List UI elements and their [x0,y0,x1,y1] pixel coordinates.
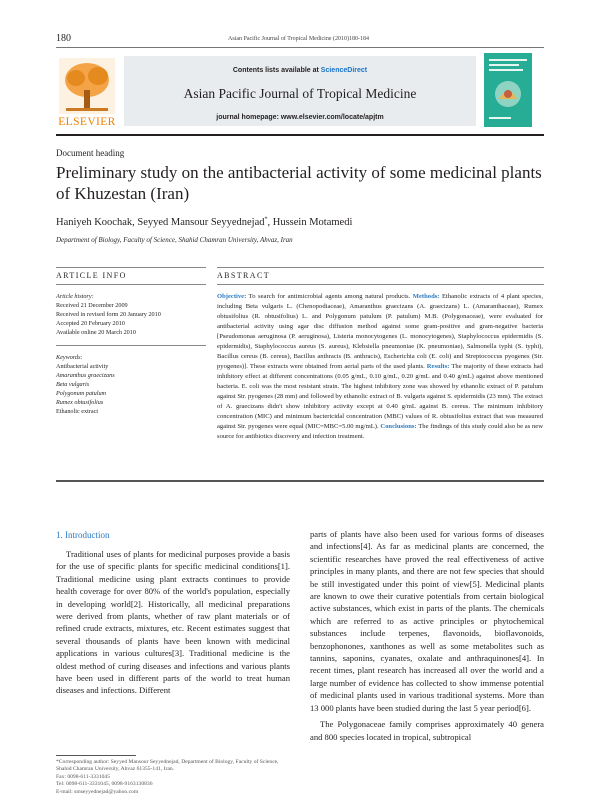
masthead-rule [56,134,544,136]
article-info-rule [56,267,206,268]
homepage-link[interactable]: www.elsevier.com/locate/apjtm [280,114,384,121]
homepage-prefix: journal homepage: [216,114,279,121]
footnote-rule [56,755,136,756]
paragraph: parts of plants have also been used for various forms of diseases and infections[4]. As far as medicinal plants are concerned, the scientific researches have proved the real effectiveness of active principles in many plants, and there are not few species that should be still investigated under this point of view[5]. Medicinal plants are known to owe their curative potentials from certain biological active substances, which exist in parts of the plants. The chemicals which are referred to as active principles or phytochemical substances include terpenes, flavonoids, bioflavonoids, benzophonones, xanthones as well as some metabolites such as tannins, saponins, cyanates, oxalate and anthraquinones[4]. In recent times, plant research has increased all over the world and a large number of evidence has collected to show immense potential of medicinal plants used in various traditional systems. More than 13 000 plants have been studied during the last 5 year period[6]. [310,529,544,713]
cover-art [493,79,523,109]
paragraph: Traditional uses of plants for medicinal purposes provide a basis for the use of specific plants for specific medicinal conditions[1]. Traditional medicine using plant extracts continues to provide health coverage for over 80% of the world's population, especially in developing world[2]. Historically, all medicinal preparations were derived from plants, whether of raw plant materials or of refined crude extracts, mixtures, etc. Recent estimates suggest that several thousands of plants have been known with medicinal applications in various cultures[3]. Traditional medicine is the oldest method of curing diseases and infections and various plants have been used in different parts of the world to treat human diseases and infections. Different [56,549,290,696]
footnote-line: E-mail: smseyyednejad@yahoo.com [56,788,139,795]
history-label: Article history: [56,293,94,300]
footnote-line: Fax: 0098-611-3331045 [56,773,111,780]
running-head: Asian Pacific Journal of Tropical Medicine (2010)180-184 [228,36,369,42]
contents-prefix: Contents lists available at [232,67,321,74]
author-names-1: Haniyeh Koochak, Seyyed Mansour Seyyednejad [56,217,265,228]
keyword: Antibacterial activity [56,363,109,370]
elsevier-wordmark: ELSEVIER [58,116,116,128]
article-info-rule [56,284,206,285]
introduction-heading: 1. Introduction [56,530,110,540]
results-label: Results: [426,363,450,370]
keywords-label: Keywords: [56,354,83,361]
keyword: Amaranthus graecizans [56,372,115,379]
contents-line [124,67,476,74]
journal-homepage [124,114,476,121]
cover-title-line [489,69,523,71]
abstract-heading: ABSTRACT [217,271,270,280]
keyword: Ethanolic extract [56,408,99,415]
history-line: Available online 20 March 2010 [56,329,136,336]
footnote-line: *Corresponding author: Seyyed Mansour Seyyednejad, Department of Biology, Faculty of Science, Shahid Chamran University, Ahvaz 61355-141, Iran. [56,759,279,773]
top-rule [56,47,544,48]
paragraph: The Polygonaceae family comprises approximately 40 genera and 800 species located in tropical, subtropical [310,719,544,742]
abstract-body [217,292,543,442]
cover-title-line [489,64,519,66]
methods-text: Ethanolic extracts of 4 plant species, including Beta vulgaris L. (Chenopodiaceae), Amaranthus graecizans (A. graecizans) L. (Amaranthaceae), Rumex obtusifolius (R. obtusifolius) L. and Polygonum patulum (P. patulum) M.B. (Polygonaceae), were evaluated for antibacterial activity using agar disc diffusion method against some gram-positive and gram-negative bacteria [Pseudomonas aeruginosa (P. aeruginosa), Listeria monocytogenes (L. monocytogenes), Staphylococcus epidermidis (S. epidermidis), Staphylococcus aureus (S. aureus), Klebsiella pneumoniae (K. pneumoniae), Salmonella typhi (S. typhi), Bacillus cereus (B. cereus), Bacillus anthracis (B. anthracis), Escherichia coli (E. coli) and Streptococcus pyogenes (Str. pyogenes)]. These extracts were obtained from aerial parts of the used plants. [217,293,544,370]
keyword: Beta vulgaris [56,381,90,388]
journal-cover [484,53,532,127]
article-title: Preliminary study on the antibacterial activity of some medicinal plants of Khuzestan (Iran) [56,163,542,203]
abstract-end-rule [56,480,544,482]
page-number: 180 [56,33,71,44]
authors [56,217,352,228]
conclusions-label: Conclusions: [380,423,417,430]
cover-title-line [489,59,527,61]
cover-footer-line [489,117,511,119]
keyword: Rumex obtusifolius [56,399,104,406]
conclusions-text: The findings of this study could also be as new source for antibiotics discovery and infection treatment. [217,423,543,440]
history-line: Accepted 20 February 2010 [56,320,125,327]
keywords-rule [56,345,206,346]
journal-title: Asian Pacific Journal of Tropical Medicine [183,86,417,101]
article-info-heading: ARTICLE INFO [56,271,127,280]
abstract-rule [217,267,544,268]
footnote-line: Tel: 0098-611-3331045, 0098-9163130836 [56,781,153,788]
history-line: Received 21 December 2009 [56,302,128,309]
footnote [56,759,290,796]
sciencedirect-link[interactable]: ScienceDirect [320,67,368,74]
results-text: The majority of these extracts had inhibitory effect at different concentrations (0.05 g/mL, 0.10 g/mL, 0.20 g/mL and 0.40 g/mL) against above mentioned bacteria. E. coli was the most resistant strain. The highest inhibitory zone was showed by ethanolic extract of P. patulum against Str. pyogenes (28 mm) and followed by ethanolic extract of B. vulgaris against S. epidermidis (23 mm). The extract of A. graecizans didn't show inhibitory activity except at 0.40 g/mL against B. cereus. The minimum inhibitory concentration (MIC) and minimum bactericidal concentration (MBC) values of R. obtusifolius extract that was measured against Str. pyogenes were equal (MIC=MBC=5.00 mg/mL). [217,363,543,430]
objective-text: To search for antimicrobial agents among natural products. [246,293,413,300]
affiliation: Department of Biology, Faculty of Science, Shahid Chamran University, Ahvaz, Iran [56,236,293,244]
corresponding-mark: * [264,216,268,223]
document-heading: Document heading [56,148,125,158]
keyword: Polygonum patulum [56,390,107,397]
author-names-2: , Hussein Motamedi [267,217,353,228]
abstract-rule [217,284,544,285]
methods-label: Methods: [412,293,440,300]
body-column-left [56,548,290,697]
history-line: Received in revised form 20 January 2010 [56,311,161,318]
body-column-right [310,528,544,743]
objective-label: Objective: [217,293,247,300]
